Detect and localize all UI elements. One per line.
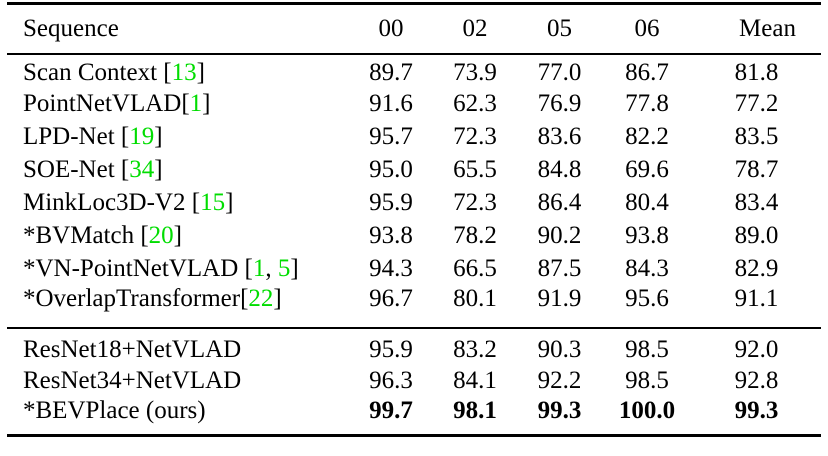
method-name: *VN-PointNetVLAD [ bbox=[23, 254, 253, 282]
column-header-02: 02 bbox=[462, 15, 488, 42]
value-cell: 90.3 bbox=[537, 336, 582, 363]
table-row bbox=[7, 87, 821, 120]
ours-methods-group bbox=[7, 328, 821, 436]
method-cell bbox=[7, 87, 349, 120]
value-cell: 84.8 bbox=[537, 155, 582, 183]
value-cell: 82.2 bbox=[625, 122, 669, 150]
value-cell: 69.6 bbox=[625, 155, 669, 183]
value-cell: 93.8 bbox=[369, 221, 413, 249]
value-cell: 95.9 bbox=[369, 188, 413, 216]
method-name: LPD-Net [ bbox=[23, 122, 130, 150]
value-cell: 77.0 bbox=[537, 59, 582, 86]
method-name: Scan Context [ bbox=[23, 59, 172, 86]
table-row bbox=[7, 252, 821, 285]
method-name: *OverlapTransformer[ bbox=[23, 285, 249, 312]
paper-results-table-container bbox=[7, 2, 821, 437]
value-cell: 65.5 bbox=[453, 155, 497, 183]
method-cell bbox=[7, 285, 349, 328]
table-row bbox=[7, 54, 821, 87]
table-row bbox=[7, 219, 821, 252]
citation-ref[interactable]: 1 bbox=[189, 89, 203, 117]
method-name: ResNet18+NetVLAD bbox=[23, 336, 242, 363]
value-cell: 96.3 bbox=[369, 366, 413, 394]
table-row bbox=[7, 364, 821, 397]
citation-ref[interactable]: 22 bbox=[248, 285, 274, 312]
table-header bbox=[7, 4, 821, 55]
method-name: *BVMatch [ bbox=[23, 221, 149, 249]
value-cell: 100.0 bbox=[618, 397, 676, 424]
method-name: SOE-Net [ bbox=[23, 155, 130, 183]
value-cell: 84.1 bbox=[453, 366, 497, 394]
value-cell: 95.7 bbox=[369, 122, 413, 150]
value-cell: 92.0 bbox=[734, 336, 779, 363]
value-cell: 92.8 bbox=[734, 366, 779, 394]
method-cell bbox=[7, 252, 349, 285]
method-name: ] bbox=[173, 221, 182, 249]
value-cell: 72.3 bbox=[453, 122, 497, 150]
value-cell: 78.7 bbox=[734, 155, 779, 183]
method-name: ] bbox=[154, 155, 163, 183]
column-header-05: 05 bbox=[547, 15, 572, 42]
value-cell: 84.3 bbox=[625, 254, 669, 282]
value-cell: 99.3 bbox=[537, 397, 582, 424]
value-cell: 77.2 bbox=[734, 89, 779, 117]
value-cell: 82.9 bbox=[734, 254, 779, 282]
value-cell: 73.9 bbox=[453, 59, 497, 86]
method-name: *BEVPlace (ours) bbox=[23, 397, 206, 424]
value-cell: 98.5 bbox=[625, 336, 669, 363]
value-cell: 91.6 bbox=[369, 89, 413, 117]
value-cell: 98.1 bbox=[453, 397, 497, 424]
value-cell: 66.5 bbox=[453, 254, 497, 282]
method-name: ] bbox=[290, 254, 299, 282]
column-header-00: 00 bbox=[378, 15, 404, 42]
table-row bbox=[7, 120, 821, 153]
method-cell bbox=[7, 120, 349, 153]
value-cell: 83.4 bbox=[734, 188, 779, 216]
column-header-sequence: Sequence bbox=[23, 15, 119, 42]
column-header-mean: Mean bbox=[739, 15, 796, 42]
table-row bbox=[7, 285, 821, 328]
citation-ref[interactable]: 20 bbox=[148, 221, 174, 249]
method-name: , bbox=[265, 254, 278, 282]
value-cell: 92.2 bbox=[537, 366, 582, 394]
method-cell bbox=[7, 153, 349, 186]
value-cell: 96.7 bbox=[369, 285, 413, 312]
value-cell: 98.5 bbox=[625, 366, 669, 394]
value-cell: 91.9 bbox=[537, 285, 582, 312]
value-cell: 99.3 bbox=[734, 397, 779, 424]
citation-ref[interactable]: 15 bbox=[200, 188, 226, 216]
value-cell: 80.1 bbox=[453, 285, 497, 312]
value-cell: 86.7 bbox=[625, 59, 669, 86]
method-name: ResNet34+NetVLAD bbox=[23, 366, 242, 394]
value-cell: 76.9 bbox=[537, 89, 582, 117]
value-cell: 94.3 bbox=[369, 254, 413, 282]
results-table bbox=[7, 2, 821, 437]
method-name: ] bbox=[196, 59, 205, 86]
method-cell bbox=[7, 186, 349, 219]
value-cell: 62.3 bbox=[453, 89, 497, 117]
value-cell: 80.4 bbox=[625, 188, 669, 216]
method-name: ] bbox=[225, 188, 234, 216]
value-cell: 81.8 bbox=[734, 59, 779, 86]
value-cell: 93.8 bbox=[625, 221, 669, 249]
method-name: PointNetVLAD[ bbox=[23, 89, 190, 117]
column-header-06: 06 bbox=[634, 15, 660, 42]
value-cell: 95.6 bbox=[625, 285, 669, 312]
value-cell: 83.2 bbox=[453, 336, 497, 363]
table-row bbox=[7, 153, 821, 186]
value-cell: 99.7 bbox=[369, 397, 413, 424]
value-cell: 77.8 bbox=[625, 89, 669, 117]
citation-ref[interactable]: 34 bbox=[129, 155, 155, 183]
header-row bbox=[7, 4, 821, 55]
value-cell: 91.1 bbox=[734, 285, 779, 312]
value-cell: 87.5 bbox=[537, 254, 582, 282]
value-cell: 89.7 bbox=[369, 59, 413, 86]
citation-ref[interactable]: 5 bbox=[277, 254, 291, 282]
baseline-methods-group bbox=[7, 54, 821, 328]
citation-ref[interactable]: 1 bbox=[252, 254, 266, 282]
method-cell bbox=[7, 328, 349, 364]
value-cell: 89.0 bbox=[734, 221, 779, 249]
method-name: ] bbox=[273, 285, 282, 312]
value-cell: 90.2 bbox=[537, 221, 582, 249]
value-cell: 83.6 bbox=[537, 122, 582, 150]
value-cell: 83.5 bbox=[734, 122, 779, 150]
value-cell: 95.9 bbox=[369, 336, 413, 363]
value-cell: 95.0 bbox=[369, 155, 413, 183]
value-cell: 86.4 bbox=[537, 188, 582, 216]
method-cell bbox=[7, 219, 349, 252]
method-name: ] bbox=[154, 122, 163, 150]
citation-ref[interactable]: 13 bbox=[171, 59, 197, 86]
value-cell: 78.2 bbox=[453, 221, 497, 249]
method-cell bbox=[7, 54, 349, 87]
table-row bbox=[7, 328, 821, 364]
method-name: ] bbox=[202, 89, 211, 117]
citation-ref[interactable]: 19 bbox=[129, 122, 155, 150]
method-cell bbox=[7, 364, 349, 397]
value-cell: 72.3 bbox=[453, 188, 497, 216]
method-name: MinkLoc3D-V2 [ bbox=[23, 188, 201, 216]
table-row-ours bbox=[7, 397, 821, 436]
method-cell bbox=[7, 397, 349, 436]
table-row bbox=[7, 186, 821, 219]
